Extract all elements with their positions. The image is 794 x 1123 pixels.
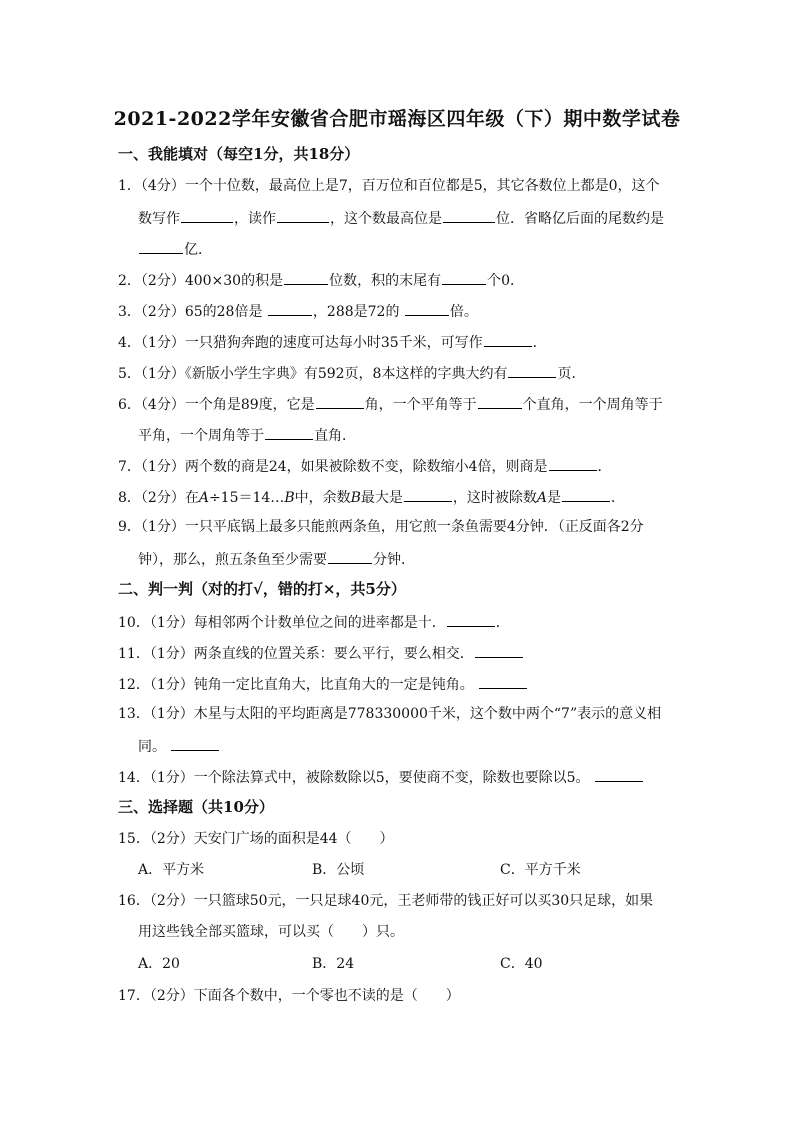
option-c[interactable]: C．平方千米 xyxy=(500,862,581,878)
question-8: 8．（2分）在A÷15＝14…B中，余数B最大是 ，这时被除数A是 ． xyxy=(118,486,686,508)
question-14: 14．（1分）一个除法算式中，被除数除以5，要使商不变，除数也要除以5。 xyxy=(118,766,686,788)
question-5: 5．（1分）《新版小学生字典》有592页，8本这样的字典大约有 页． xyxy=(118,362,686,384)
answer-blank[interactable] xyxy=(549,455,597,471)
question-17: 17．（2分）下面各个数中，一个零也不读的是（ ） xyxy=(118,988,460,1004)
question-13-line-2: 同。 xyxy=(138,735,706,757)
answer-blank[interactable] xyxy=(447,611,495,627)
question-11: 11．（1分）两条直线的位置关系：要么平行，要么相交． xyxy=(118,642,686,664)
answer-blank[interactable] xyxy=(443,207,495,223)
option-b[interactable]: B．公顷 xyxy=(312,862,365,878)
answer-blank[interactable] xyxy=(328,548,372,564)
answer-blank[interactable] xyxy=(404,486,452,502)
answer-blank[interactable] xyxy=(181,207,233,223)
question-7: 7．（1分）两个数的商是24，如果被除数不变，除数缩小4倍，则商是 ． xyxy=(118,455,686,477)
answer-blank[interactable] xyxy=(442,269,486,285)
section-heading-3: 三、选择题（共10分） xyxy=(118,798,274,816)
question-10: 10．（1分）每相邻两个计数单位之间的进率都是十． ． xyxy=(118,611,686,633)
answer-blank[interactable] xyxy=(139,238,183,254)
question-12: 12．（1分）钝角一定比直角大，比直角大的一定是钝角。 xyxy=(118,673,686,695)
answer-blank[interactable] xyxy=(484,331,532,347)
answer-blank[interactable] xyxy=(478,393,522,409)
question-1-line-2: 数写作 ，读作 ，这个数最高位是 位．省略亿后面的尾数约是 xyxy=(138,207,706,229)
answer-blank[interactable] xyxy=(265,424,313,440)
answer-blank[interactable] xyxy=(284,269,328,285)
option-a[interactable]: A．20 xyxy=(138,956,180,972)
page-title: 2021-2022学年安徽省合肥市瑶海区四年级（下）期中数学试卷 xyxy=(113,108,681,130)
option-c[interactable]: C．40 xyxy=(500,956,543,972)
option-a[interactable]: A．平方米 xyxy=(138,862,205,878)
question-1-line-3: 亿． xyxy=(138,238,706,260)
option-b[interactable]: B．24 xyxy=(312,956,355,972)
question-6-line-2: 平角，一个周角等于 直角． xyxy=(138,424,706,446)
section-heading-2: 二、判一判（对的打√，错的打×，共5分） xyxy=(118,580,406,598)
question-4: 4．（1分）一只猎狗奔跑的速度可达每小时35千米，可写作 ． xyxy=(118,331,686,353)
answer-blank[interactable] xyxy=(562,486,610,502)
answer-blank[interactable] xyxy=(171,735,219,751)
answer-blank[interactable] xyxy=(475,642,523,658)
answer-blank[interactable] xyxy=(268,300,312,316)
answer-blank[interactable] xyxy=(277,207,329,223)
answer-blank[interactable] xyxy=(479,673,527,689)
question-1-line-1: 1．（4分）一个十位数，最高位上是7，百万位和百位都是5，其它各数位上都是0，这个 xyxy=(118,178,660,194)
section-heading-1: 一、我能填对（每空1分，共18分） xyxy=(118,145,360,163)
answer-blank[interactable] xyxy=(405,300,449,316)
answer-blank[interactable] xyxy=(508,362,556,378)
question-3: 3．（2分）65的28倍是 ，288是72的 倍。 xyxy=(118,300,686,322)
question-16-line-1: 16．（2分）一只篮球50元，一只足球40元，王老师带的钱正好可以买30只足球，如果 xyxy=(118,893,654,909)
answer-blank[interactable] xyxy=(595,766,643,782)
question-6-line-1: 6．（4分）一个角是89度，它是 角，一个平角等于 个直角，一个周角等于 xyxy=(118,393,686,415)
question-9-line-1: 9．（1分）一只平底锅上最多只能煎两条鱼，用它煎一条鱼需要4分钟．（正反面各2分 xyxy=(118,519,644,535)
answer-blank[interactable] xyxy=(316,393,364,409)
question-16-line-2: 用这些钱全部买篮球，可以买（ ）只。 xyxy=(138,924,404,940)
question-13-line-1: 13．（1分）木星与太阳的平均距离是778330000千米，这个数中两个“7”表示的意义相 xyxy=(118,706,662,722)
question-9-line-2: 钟），那么，煎五条鱼至少需要 分钟． xyxy=(138,548,706,570)
question-2: 2．（2分）400×30的积是 位数，积的末尾有 个0． xyxy=(118,269,686,291)
question-15: 15．（2分）天安门广场的面积是44（ ） xyxy=(118,831,394,847)
